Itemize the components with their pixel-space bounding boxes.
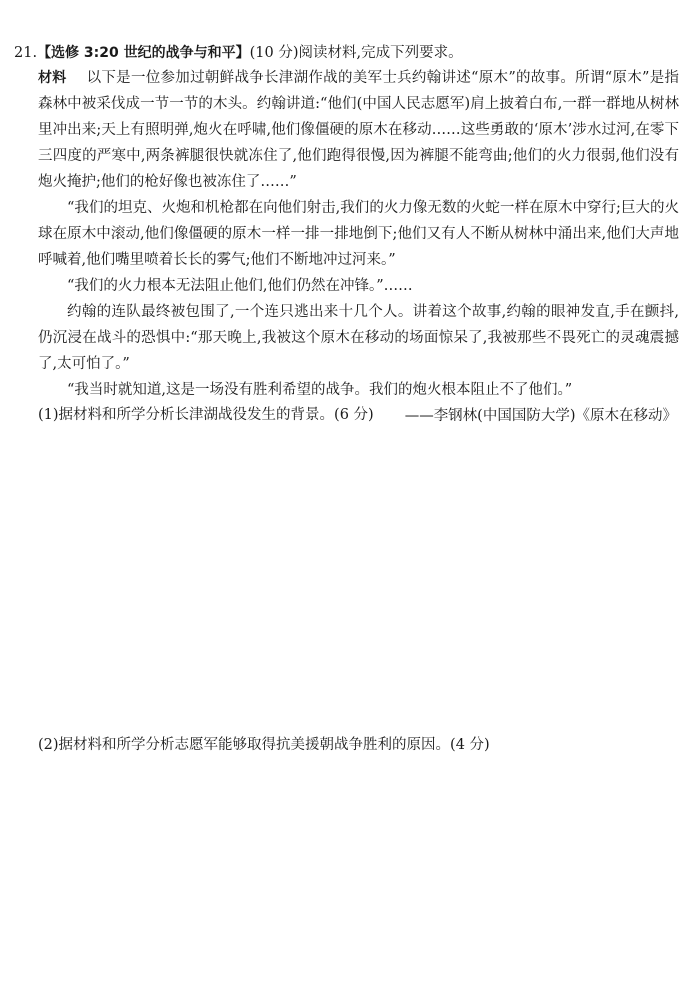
question-module-tag: 【选修 3:20 世纪的战争与和平】 (37, 45, 250, 61)
material-source: ——李钢林(中国国防大学)《原木在移动》 (404, 408, 677, 424)
reading-material (38, 65, 679, 429)
sub-question-2: (2)据材料和所学分析志愿军能够取得抗美援朝战争胜利的原因。(4 分) (38, 737, 490, 753)
material-paragraph: “我们的坦克、火炮和机枪都在向他们射击,我们的火力像无数的火蛇一样在原木中穿行;巨大的火球在原木中滚动,他们像僵硬的原木一样一排一排地倒下;他们又有人不断从树林中涌出来,他们大声地呼喊着,他们嘴里喷着长长的雾气;他们不断地冲过河来。” (38, 200, 679, 268)
material-paragraph: “我当时就知道,这是一场没有胜利希望的战争。我们的炮火根本阻止不了他们。” (67, 382, 573, 398)
question-number: 21. (14, 45, 38, 61)
material-label: 材料 (38, 70, 67, 86)
material-paragraph: “我们的火力根本无法阻止他们,他们仍然在冲锋。”…… (67, 278, 413, 294)
sub-question-1: (1)据材料和所学分析长津湖战役发生的背景。(6 分) (38, 407, 374, 423)
question-instruction: (10 分)阅读材料,完成下列要求。 (249, 45, 463, 61)
question-header (14, 41, 679, 65)
material-paragraph-text: 以下是一位参加过朝鲜战争长津湖作战的美军士兵约翰讲述“原木”的故事。所谓“原木”是指森林中被采伐成一节一节的木头。约翰讲道:“他们(中国人民志愿军)肩上披着白布,一群一群地从树林里冲出来;天上有照明弹,炮火在呼啸,他们像僵硬的原木在移动……这些勇敢的‘原木’涉水过河,在零下三四度的严寒中,两条裤腿很快就冻住了,他们跑得很慢,因为裤腿不能弯曲;他们的火力很弱,他们没有炮火掩护;他们的枪好像也被冻住了……” (38, 70, 679, 190)
material-paragraph (38, 65, 679, 195)
material-paragraph: 约翰的连队最终被包围了,一个连只逃出来十几个人。讲着这个故事,约翰的眼神发直,手在颤抖,仍沉浸在战斗的恐惧中:“那天晚上,我被这个原木在移动的场面惊呆了,我被那些不畏死亡的灵魂震撼了,太可怕了。” (38, 304, 679, 372)
